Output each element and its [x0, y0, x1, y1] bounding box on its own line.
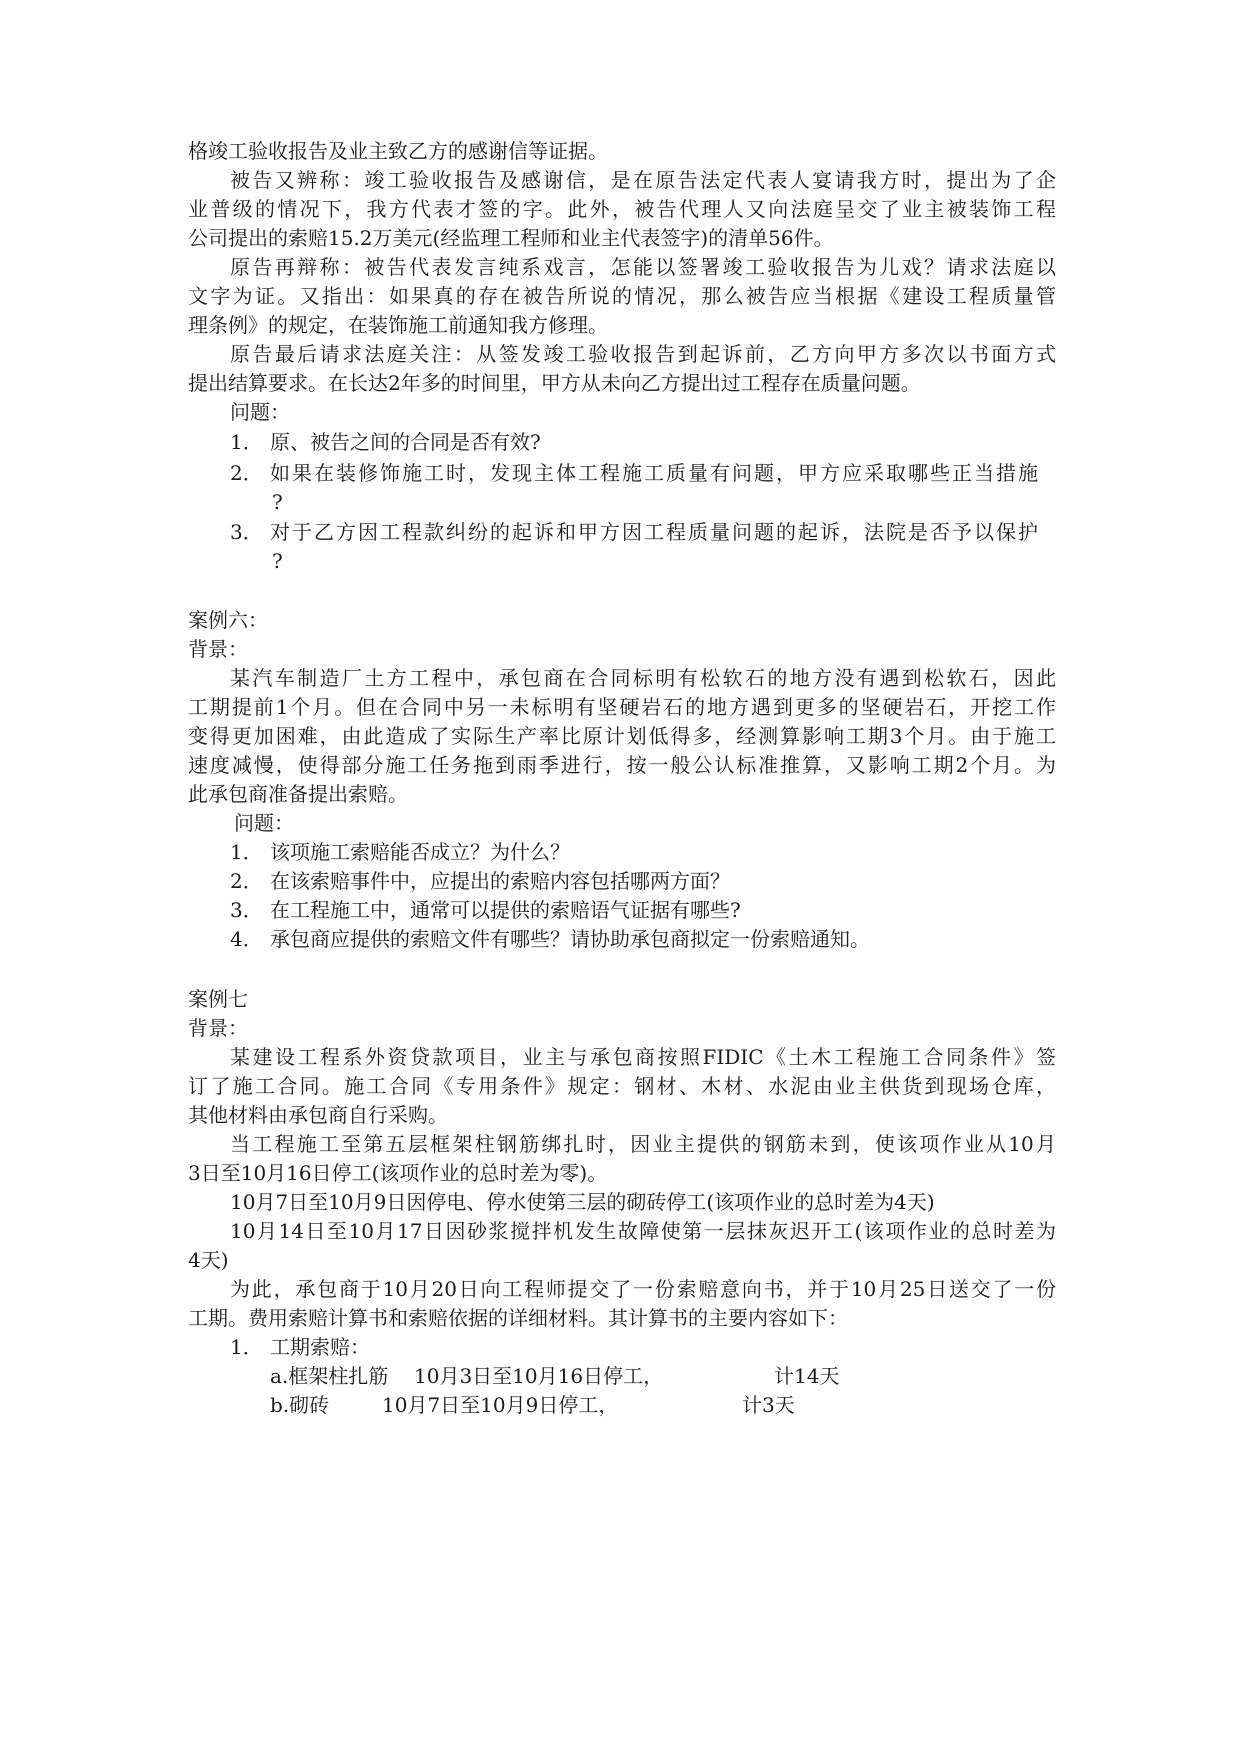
question-text: 在该索赔事件中，应提出的索赔内容包括哪两方面？	[270, 869, 730, 893]
paragraph-line: 某汽车制造厂土方工程中，承包商在合同标明有松软石的地方没有遇到松软石，因此	[230, 666, 1056, 690]
claim-total-b: 计3天	[742, 1393, 795, 1417]
paragraph-line: 速度减慢，使得部分施工任务拖到雨季进行，按一般公认标准推算，又影响工期2个月。为	[188, 753, 1056, 777]
question-number: 3．	[230, 898, 263, 922]
paragraph-line: 原告最后请求法庭关注：从签发竣工验收报告到起诉前，乙方向甲方多次以书面方式	[230, 342, 1056, 366]
question-number: 2．	[230, 869, 263, 893]
claim-period-a: 10月3日至10月16日停工，	[414, 1364, 664, 1388]
paragraph-line: 格竣工验收报告及业主致乙方的感谢信等证据。	[188, 139, 608, 163]
paragraph-line: 业普级的情况下，我方代表才签的字。此外，被告代理人又向法庭呈交了业主被装饰工程	[188, 197, 1056, 221]
question-number: 1．	[230, 840, 263, 864]
claim-number: 1．	[230, 1335, 263, 1359]
paragraph-line: 10月7日至10月9日因停电、停水使第三层的砌砖停工(该项作业的总时差为4天)	[230, 1190, 935, 1214]
case-title: 案例六：	[188, 608, 268, 632]
question-text: 如果在装修饰施工时，发现主体工程施工质量有问题，甲方应采取哪些正当措施	[270, 461, 1038, 485]
paragraph-line: 当工程施工至第五层框架柱钢筋绑扎时，因业主提供的钢筋未到，使该项作业从10月	[230, 1132, 1056, 1156]
background-label: 背景：	[188, 1016, 248, 1040]
paragraph-line: 原告再辩称：被告代表发言纯系戏言，怎能以签署竣工验收报告为儿戏？请求法庭以	[230, 255, 1056, 279]
paragraph-line: 提出结算要求。在长达2年多的时间里，甲方从未向乙方提出过工程存在质量问题。	[188, 371, 921, 395]
question-number: 4．	[230, 927, 263, 951]
question-text: 原、被告之间的合同是否有效?	[270, 430, 541, 454]
claim-item-a: a.框架柱扎筋	[270, 1364, 389, 1388]
question-text: ?	[272, 549, 283, 573]
paragraph-line: 此承包商准备提出索赔。	[188, 782, 408, 806]
paragraph-line: 公司提出的索赔15.2万美元(经监理工程师和业主代表签字)的清单56件。	[188, 226, 834, 250]
question-number: 3．	[230, 520, 263, 544]
questions-label: 问题：	[234, 811, 294, 835]
question-text: 承包商应提供的索赔文件有哪些？请协助承包商拟定一份索赔通知。	[270, 927, 870, 951]
paragraph-line: 工期提前1个月。但在合同中另一未标明有坚硬岩石的地方遇到更多的坚硬岩石，开挖工作	[188, 695, 1056, 719]
question-text: ?	[272, 490, 283, 514]
paragraph-line: 订了施工合同。施工合同《专用条件》规定：钢材、木材、水泥由业主供货到现场仓库，	[188, 1074, 1056, 1098]
question-text: 对于乙方因工程款纠纷的起诉和甲方因工程质量问题的起诉，法院是否予以保护	[270, 520, 1038, 544]
paragraph-line: 10月14日至10月17日因砂浆搅拌机发生故障使第一层抹灰迟开工(该项作业的总时差为	[230, 1219, 1056, 1243]
claim-heading: 工期索赔：	[270, 1335, 370, 1359]
paragraph-line: 为此，承包商于10月20日向工程师提交了一份索赔意向书，并于10月25日送交了一份	[230, 1277, 1056, 1301]
question-text: 在工程施工中，通常可以提供的索赔语气证据有哪些?	[270, 898, 741, 922]
paragraph-line: 理条例》的规定，在装饰施工前通知我方修理。	[188, 313, 608, 337]
paragraph-line: 某建设工程系外资贷款项目，业主与承包商按照FIDIC《土木工程施工合同条件》签	[230, 1045, 1056, 1069]
claim-item-b: b.砌砖	[270, 1393, 330, 1417]
case-title: 案例七	[188, 987, 248, 1011]
paragraph-line: 4天)	[188, 1248, 229, 1272]
background-label: 背景：	[188, 637, 248, 661]
questions-label: 问题：	[230, 400, 290, 424]
paragraph-line: 文字为证。又指出：如果真的存在被告所说的情况，那么被告应当根据《建设工程质量管	[188, 284, 1056, 308]
paragraph-line: 工期。费用索赔计算书和索赔依据的详细材料。其计算书的主要内容如下：	[188, 1306, 848, 1330]
paragraph-line: 变得更加困难，由此造成了实际生产率比原计划低得多，经测算影响工期3个月。由于施工	[188, 724, 1056, 748]
claim-period-b: 10月7日至10月9日停工，	[382, 1393, 619, 1417]
question-number: 2．	[230, 461, 263, 485]
question-text: 该项施工索赔能否成立？为什么？	[270, 840, 570, 864]
claim-total-a: 计14天	[774, 1364, 840, 1388]
paragraph-line: 被告又辨称：竣工验收报告及感谢信，是在原告法定代表人宴请我方时，提出为了企	[230, 168, 1056, 192]
paragraph-line: 3日至10月16日停工(该项作业的总时差为零)。	[188, 1161, 608, 1185]
paragraph-line: 其他材料由承包商自行采购。	[188, 1103, 448, 1127]
question-number: 1．	[230, 430, 263, 454]
